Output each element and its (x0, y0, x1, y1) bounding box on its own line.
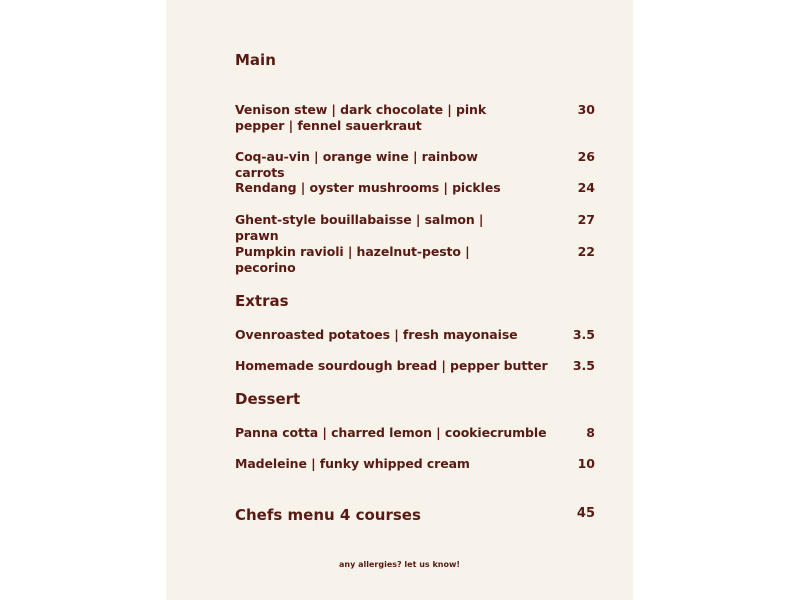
chefs-menu-price: 45 (576, 506, 595, 521)
section-title-extras: Extras (235, 292, 289, 310)
menu-item-name: Panna cotta | charred lemon | cookiecrumble (235, 425, 547, 440)
menu-page (166, 0, 633, 600)
menu-item-price: 27 (577, 212, 595, 227)
section-title-main: Main (235, 51, 276, 69)
menu-item-name: Rendang | oyster mushrooms | pickles (235, 180, 501, 195)
menu-item-price: 8 (586, 425, 595, 440)
chefs-menu-label: Chefs menu 4 courses (235, 506, 421, 524)
menu-item-name: Ghent-style bouillabaisse | salmon | prawn (235, 212, 484, 243)
menu-item-name: Madeleine | funky whipped cream (235, 456, 470, 471)
menu-item-name: Venison stew | dark chocolate | pink pepper | fennel sauerkraut (235, 102, 487, 133)
section-title-dessert: Dessert (235, 390, 301, 408)
menu-item (235, 358, 595, 374)
menu-item-name: Pumpkin ravioli | hazelnut-pesto | pecorino (235, 244, 470, 275)
menu-item-name: Coq-au-vin | orange wine | rainbow carrots (235, 149, 478, 180)
chefs-menu (235, 505, 595, 524)
menu-item (235, 327, 595, 343)
menu-item (235, 149, 595, 181)
menu-item (235, 456, 595, 472)
menu-item (235, 425, 595, 441)
menu-item-name: Ovenroasted potatoes | fresh mayonaise (235, 327, 518, 342)
menu-item-price: 30 (577, 102, 595, 117)
menu-item (235, 244, 595, 276)
menu-item-price: 3.5 (572, 327, 595, 342)
allergy-note: any allergies? let us know! (339, 560, 460, 569)
menu-item-price: 3.5 (572, 358, 595, 373)
menu-item-price: 10 (577, 456, 595, 471)
menu-item (235, 180, 595, 196)
menu-item-price: 22 (577, 244, 595, 259)
menu-item-price: 26 (577, 149, 595, 164)
menu-item (235, 212, 595, 244)
menu-item-name: Homemade sourdough bread | pepper butter (235, 358, 548, 373)
menu-item-price: 24 (577, 180, 595, 195)
menu-item (235, 102, 595, 134)
